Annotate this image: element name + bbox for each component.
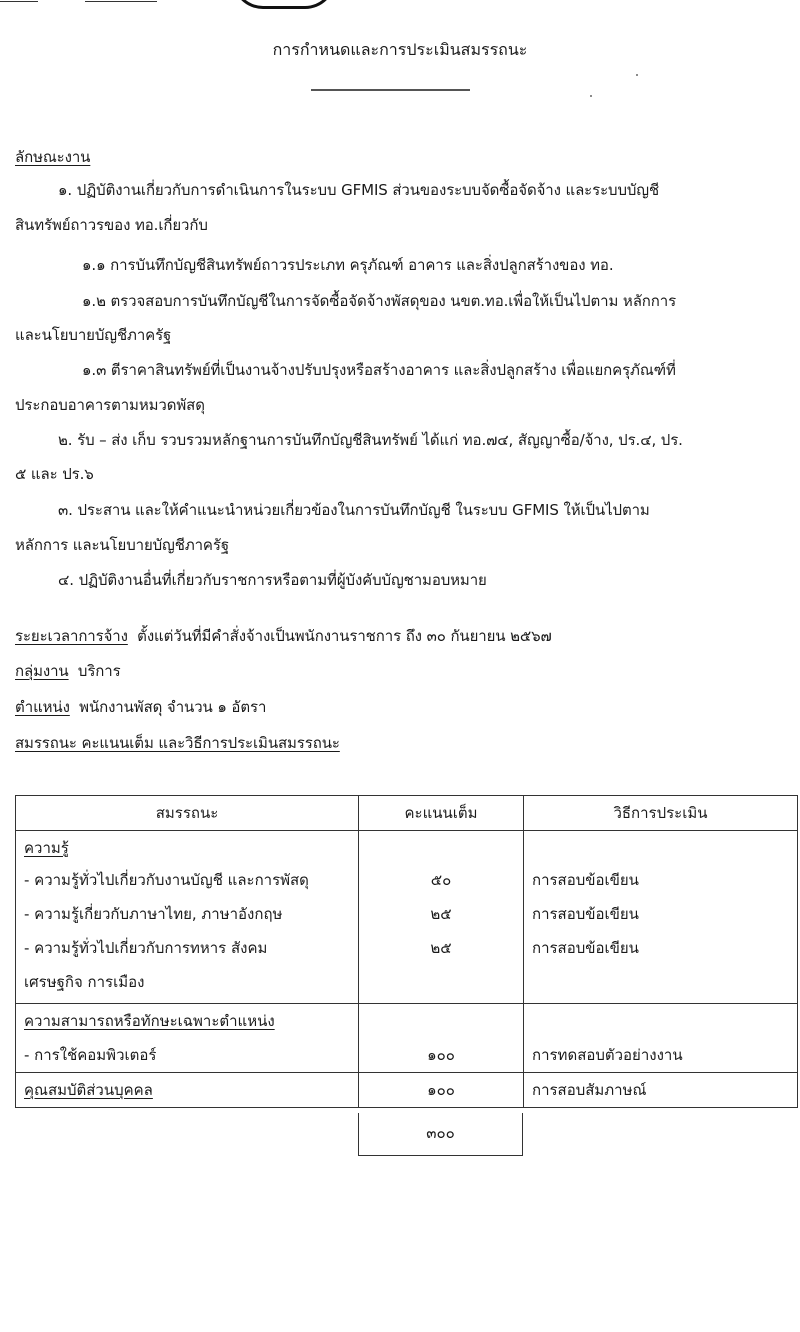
job-description-heading: ลักษณะงาน <box>15 148 91 166</box>
job-line: ๑.๒ ตรวจสอบการบันทึกบัญชีในการจัดซื้อจัดจ้างพัสดุของ นขต.ทอ.เพื่อให้เป็นไปตาม หลักการ <box>82 292 677 310</box>
table-row-competency: - การใช้คอมพิวเตอร์ <box>24 1046 157 1064</box>
job-line: สินทรัพย์ถาวรของ ทอ.เกี่ยวกับ <box>15 216 208 234</box>
table-row-score: ๑๐๐ <box>427 1046 455 1064</box>
table-row-method: การสอบข้อเขียน <box>532 939 639 957</box>
knowledge-method-cell <box>524 831 798 1004</box>
skills-score-cell <box>359 1004 524 1073</box>
table-row-score: ๕๐ <box>430 871 452 889</box>
employment-period-value: ตั้งแต่วันที่มีคำสั่งจ้างเป็นพนักงานราชการ ถึง ๓๐ กันยายน ๒๕๖๗ <box>137 627 552 645</box>
table-row-competency: - ความรู้ทั่วไปเกี่ยวกับการทหาร สังคม <box>24 939 268 957</box>
table-row-method: การสอบข้อเขียน <box>532 905 639 923</box>
job-line: ประกอบอาคารตามหมวดพัสดุ <box>15 396 205 414</box>
scan-artifact-line <box>0 1 38 2</box>
total-score: ๓๐๐ <box>358 1113 523 1156</box>
knowledge-score-cell <box>359 831 524 1004</box>
job-line: หลักการ และนโยบายบัญชีภาครัฐ <box>15 536 230 554</box>
job-line: ๑.๑ การบันทึกบัญชีสินทรัพย์ถาวรประเภท ครุภัณฑ์ อาคาร และสิ่งปลูกสร้างของ ทอ. <box>82 256 614 274</box>
table-row-competency: เศรษฐกิจ การเมือง <box>24 973 145 991</box>
table-section-knowledge <box>16 831 798 1004</box>
section-title: ความสามารถหรือทักษะเฉพาะตำแหน่ง <box>24 1012 275 1030</box>
knowledge-competency-cell <box>16 831 359 1004</box>
personal-score-cell <box>359 1073 524 1108</box>
competency-table <box>15 795 798 1108</box>
title-underline <box>311 89 470 91</box>
job-line: ๔. ปฏิบัติงานอื่นที่เกี่ยวกับราชการหรือตามที่ผู้บังคับบัญชามอบหมาย <box>58 571 487 589</box>
competency-table-container <box>15 795 798 1108</box>
work-group <box>15 659 121 683</box>
table-row-score: ๒๕ <box>430 939 452 957</box>
personal-competency-cell <box>16 1073 359 1108</box>
page-title: การกำหนดและการประเมินสมรรถนะ <box>272 40 528 59</box>
scan-speck <box>636 74 638 76</box>
work-group-value: บริการ <box>77 662 121 680</box>
employment-period <box>15 624 552 648</box>
position-label: ตำแหน่ง <box>15 698 70 716</box>
skills-competency-cell <box>16 1004 359 1073</box>
personal-method-cell <box>524 1073 798 1108</box>
table-row-method: การทดสอบตัวอย่างงาน <box>532 1046 683 1064</box>
header-full-score: คะแนนเต็ม <box>359 796 524 831</box>
table-section-personal <box>16 1073 798 1108</box>
stamp-mark <box>232 0 336 9</box>
header-competency: สมรรถนะ <box>16 796 359 831</box>
job-line: ๒. รับ – ส่ง เก็บ รวบรวมหลักฐานการบันทึกบัญชีสินทรัพย์ ได้แก่ ทอ.๗๔, สัญญาซื้อ/จ้าง, ปร.๔, ปร. <box>58 431 683 449</box>
work-group-label: กลุ่มงาน <box>15 662 69 680</box>
table-row-competency: - ความรู้ทั่วไปเกี่ยวกับงานบัญชี และการพัสดุ <box>24 871 309 889</box>
job-line: ๓. ประสาน และให้คำแนะนำหน่วยเกี่ยวข้องในการบันทึกบัญชี ในระบบ GFMIS ให้เป็นไปตาม <box>58 501 650 519</box>
position-value: พนักงานพัสดุ จำนวน ๑ อัตรา <box>79 698 267 716</box>
table-row-method: การสอบข้อเขียน <box>532 871 639 889</box>
section-title: คุณสมบัติส่วนบุคคล <box>24 1081 153 1099</box>
job-line: ๑.๓ ตีราคาสินทรัพย์ที่เป็นงานจ้างปรับปรุงหรือสร้างอาคาร และสิ่งปลูกสร้าง เพื่อแยกครุภัณฑ์ที่ <box>82 361 676 379</box>
job-line: ๕ และ ปร.๖ <box>15 465 94 483</box>
section-title: ความรู้ <box>24 839 69 857</box>
table-row-competency: - ความรู้เกี่ยวกับภาษาไทย, ภาษาอังกฤษ <box>24 905 283 923</box>
scan-artifact-line <box>85 1 157 2</box>
table-row-score: ๒๕ <box>430 905 452 923</box>
table-section-skills <box>16 1004 798 1073</box>
position <box>15 695 266 719</box>
competency-heading: สมรรถนะ คะแนนเต็ม และวิธีการประเมินสมรรถนะ <box>15 734 340 752</box>
table-row-score: ๑๐๐ <box>427 1081 455 1099</box>
job-line: และนโยบายบัญชีภาครัฐ <box>15 326 172 344</box>
table-header-row <box>16 796 798 831</box>
employment-period-label: ระยะเวลาการจ้าง <box>15 627 128 645</box>
table-row-method: การสอบสัมภาษณ์ <box>532 1081 647 1099</box>
job-line: ๑. ปฏิบัติงานเกี่ยวกับการดำเนินการในระบบ GFMIS ส่วนของระบบจัดซื้อจัดจ้าง และระบบบัญชี <box>58 181 660 199</box>
header-method: วิธีการประเมิน <box>524 796 798 831</box>
skills-method-cell <box>524 1004 798 1073</box>
scan-speck <box>590 95 592 97</box>
